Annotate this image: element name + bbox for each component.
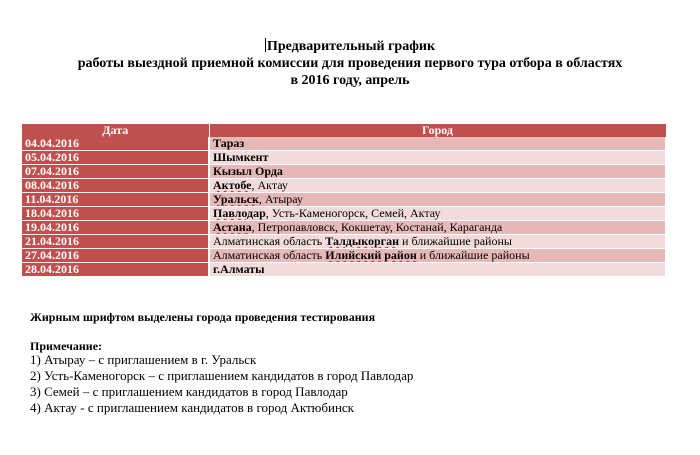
row-date: 04.04.2016 bbox=[22, 137, 209, 151]
city-testing: Шымкент bbox=[213, 150, 269, 164]
bold-note: Жирным шрифтом выделены города проведения тестирования bbox=[30, 310, 376, 324]
title-line-2: работы выездной приемной комиссии для проведения первого тура отбора в областях bbox=[77, 56, 623, 71]
table-row bbox=[22, 137, 666, 151]
row-city bbox=[209, 235, 666, 249]
city-testing: Павлодар bbox=[213, 206, 266, 220]
city-others: , Актау bbox=[251, 178, 288, 192]
header-date: Дата bbox=[22, 124, 209, 137]
row-date: 18.04.2016 bbox=[22, 207, 209, 221]
row-date: 05.04.2016 bbox=[22, 151, 209, 165]
note-item: 3) Семей – с приглашением кандидатов в город Павлодар bbox=[30, 384, 348, 399]
table-row bbox=[22, 179, 666, 193]
row-date: 19.04.2016 bbox=[22, 221, 209, 235]
notes-list bbox=[30, 352, 413, 416]
table-row bbox=[22, 235, 666, 249]
table-row bbox=[22, 221, 666, 235]
table-row bbox=[22, 249, 666, 263]
header-city: Город bbox=[209, 124, 666, 137]
note-item: 2) Усть-Каменогорск – с приглашением кандидатов в город Павлодар bbox=[30, 368, 414, 383]
row-city bbox=[209, 263, 666, 277]
table-row bbox=[22, 165, 666, 179]
row-city bbox=[209, 179, 666, 193]
row-city bbox=[209, 193, 666, 207]
city-others: , Усть-Каменогорск, Семей, Актау bbox=[265, 206, 441, 220]
city-testing: Талдыкорган bbox=[325, 234, 400, 248]
city-others: и ближайшие районы bbox=[399, 234, 512, 248]
city-others: , Петропавловск, Кокшетау, Костанай, Караганда bbox=[251, 220, 503, 234]
city-testing: Уральск bbox=[213, 192, 259, 206]
row-date: 08.04.2016 bbox=[22, 179, 209, 193]
note-item: 4) Актау - с приглашением кандидатов в город Актюбинск bbox=[30, 400, 354, 415]
city-testing: Кызыл Орда bbox=[213, 164, 283, 178]
text-cursor bbox=[265, 38, 266, 52]
row-city bbox=[209, 221, 666, 235]
row-date: 07.04.2016 bbox=[22, 165, 209, 179]
row-city bbox=[209, 207, 666, 221]
document-title bbox=[0, 38, 700, 89]
city-testing: Актобе bbox=[213, 178, 252, 192]
row-city bbox=[209, 165, 666, 179]
row-date: 21.04.2016 bbox=[22, 235, 209, 249]
row-city bbox=[209, 249, 666, 263]
title-line-3: в 2016 году, апрель bbox=[290, 73, 410, 88]
row-date: 27.04.2016 bbox=[22, 249, 209, 263]
city-others: и ближайшие районы bbox=[416, 248, 530, 262]
table-row bbox=[22, 151, 666, 165]
city-testing: Илийский район bbox=[325, 248, 417, 262]
schedule-table bbox=[22, 124, 667, 277]
row-city bbox=[209, 151, 666, 165]
notes-heading: Примечание: bbox=[30, 339, 103, 353]
row-date: 28.04.2016 bbox=[22, 263, 209, 277]
title-line-1-text: Предварительный график bbox=[266, 39, 436, 54]
city-testing: г.Алматы bbox=[213, 262, 265, 276]
city-region: Алматинская область bbox=[213, 248, 326, 262]
city-region: Алматинская область bbox=[213, 234, 326, 248]
note-item: 1) Атырау – с приглашением в г. Уральск bbox=[30, 352, 257, 367]
table-row bbox=[22, 207, 666, 221]
table-header-row bbox=[22, 124, 666, 137]
table-body bbox=[22, 137, 666, 277]
row-city bbox=[209, 137, 666, 151]
city-testing: Тараз bbox=[213, 137, 245, 150]
city-testing: Астана bbox=[213, 220, 252, 234]
city-others: , Атырау bbox=[258, 192, 304, 206]
row-date: 11.04.2016 bbox=[22, 193, 209, 207]
title-line-1 bbox=[0, 38, 700, 55]
table-row bbox=[22, 263, 666, 277]
table-row bbox=[22, 193, 666, 207]
